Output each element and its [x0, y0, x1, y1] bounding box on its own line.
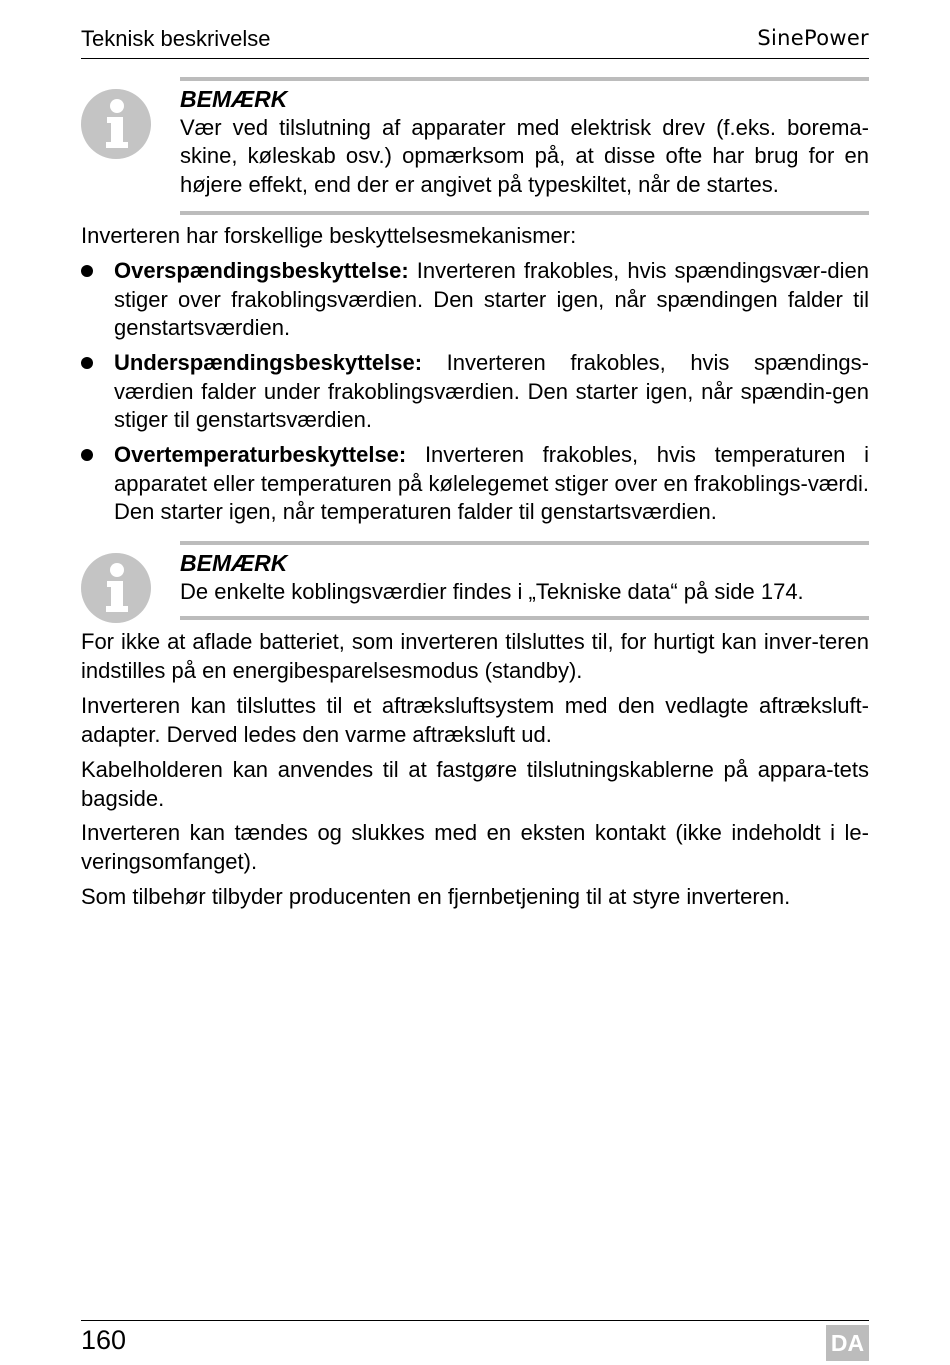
section-title: Teknisk beskrivelse [81, 26, 271, 51]
bullet-dot [81, 449, 93, 461]
intro-text: Inverteren har forskellige beskyttelsesmekanismer: [81, 223, 577, 248]
info-icon [80, 88, 152, 160]
note-text: De enkelte koblingsværdier findes i „Tekniske data“ på side 174. [180, 578, 804, 604]
list-item [81, 441, 869, 527]
bullet-dot [81, 265, 93, 277]
list-item [81, 257, 869, 343]
bullet-text: Inverteren frakobles, hvis spændingsvær-dien stiger over frakoblingsværdien. Den starter igen, når spændingen falder til genstartsværdien. [114, 258, 869, 340]
note-title: BEMÆRK [180, 550, 288, 576]
bullet-text: Inverteren frakobles, hvis temperaturen i apparatet eller temperaturen på kølelegemet stiger over en frakoblings-værdi. Den starter igen, når temperaturen falder til genstartsværdien. [114, 442, 869, 524]
info-icon [80, 552, 152, 624]
note-text: Vær ved tilslutning af apparater med elektrisk drev (f.eks. borema-skine, køleskab osv.) opmærksom på, at disse ofte har brug for en højere effekt, end der er angivet på typeskiltet, når de startes. [180, 114, 869, 197]
page-footer [81, 1320, 869, 1363]
product-name: SinePower [757, 26, 869, 50]
note-box [180, 541, 869, 620]
bullet-text: Inverteren frakobles, hvis spændings-værdien falder under frakoblingsværdien. Den starter igen, når spændin-gen stiger til genstartsværdien. [114, 350, 869, 432]
bullet-term: Overspændingsbeskyttelse: [114, 258, 409, 283]
body-paragraph: For ikke at aflade batteriet, som inverteren tilsluttes til, for hurtigt kan inver-teren indstilles på en energibesparelsesmodus (standby). [81, 629, 869, 683]
bullet-term: Underspændingsbeskyttelse: [114, 350, 423, 375]
bullet-dot [81, 357, 93, 369]
bullet-term: Overtemperaturbeskyttelse: [114, 442, 407, 467]
body-paragraph: Inverteren kan tændes og slukkes med en eksten kontakt (ikke indeholdt i le-veringsomfanget). [81, 820, 869, 874]
note-box [180, 77, 869, 215]
page-header [81, 26, 869, 59]
body-paragraph: Som tilbehør tilbyder producenten en fjernbetjening til at styre inverteren. [81, 884, 791, 909]
note-title: BEMÆRK [180, 86, 288, 112]
language-badge: DA [826, 1325, 869, 1361]
page-number: 160 [81, 1325, 127, 1355]
body-paragraph: Inverteren kan tilsluttes til et aftræksluftsystem med den vedlagte aftræksluft-adapter. Derved ledes den varme aftræksluft ud. [81, 693, 869, 747]
list-item [81, 349, 869, 435]
body-paragraph: Kabelholderen kan anvendes til at fastgøre tilslutningskablerne på appara-tets bagside. [81, 757, 869, 811]
